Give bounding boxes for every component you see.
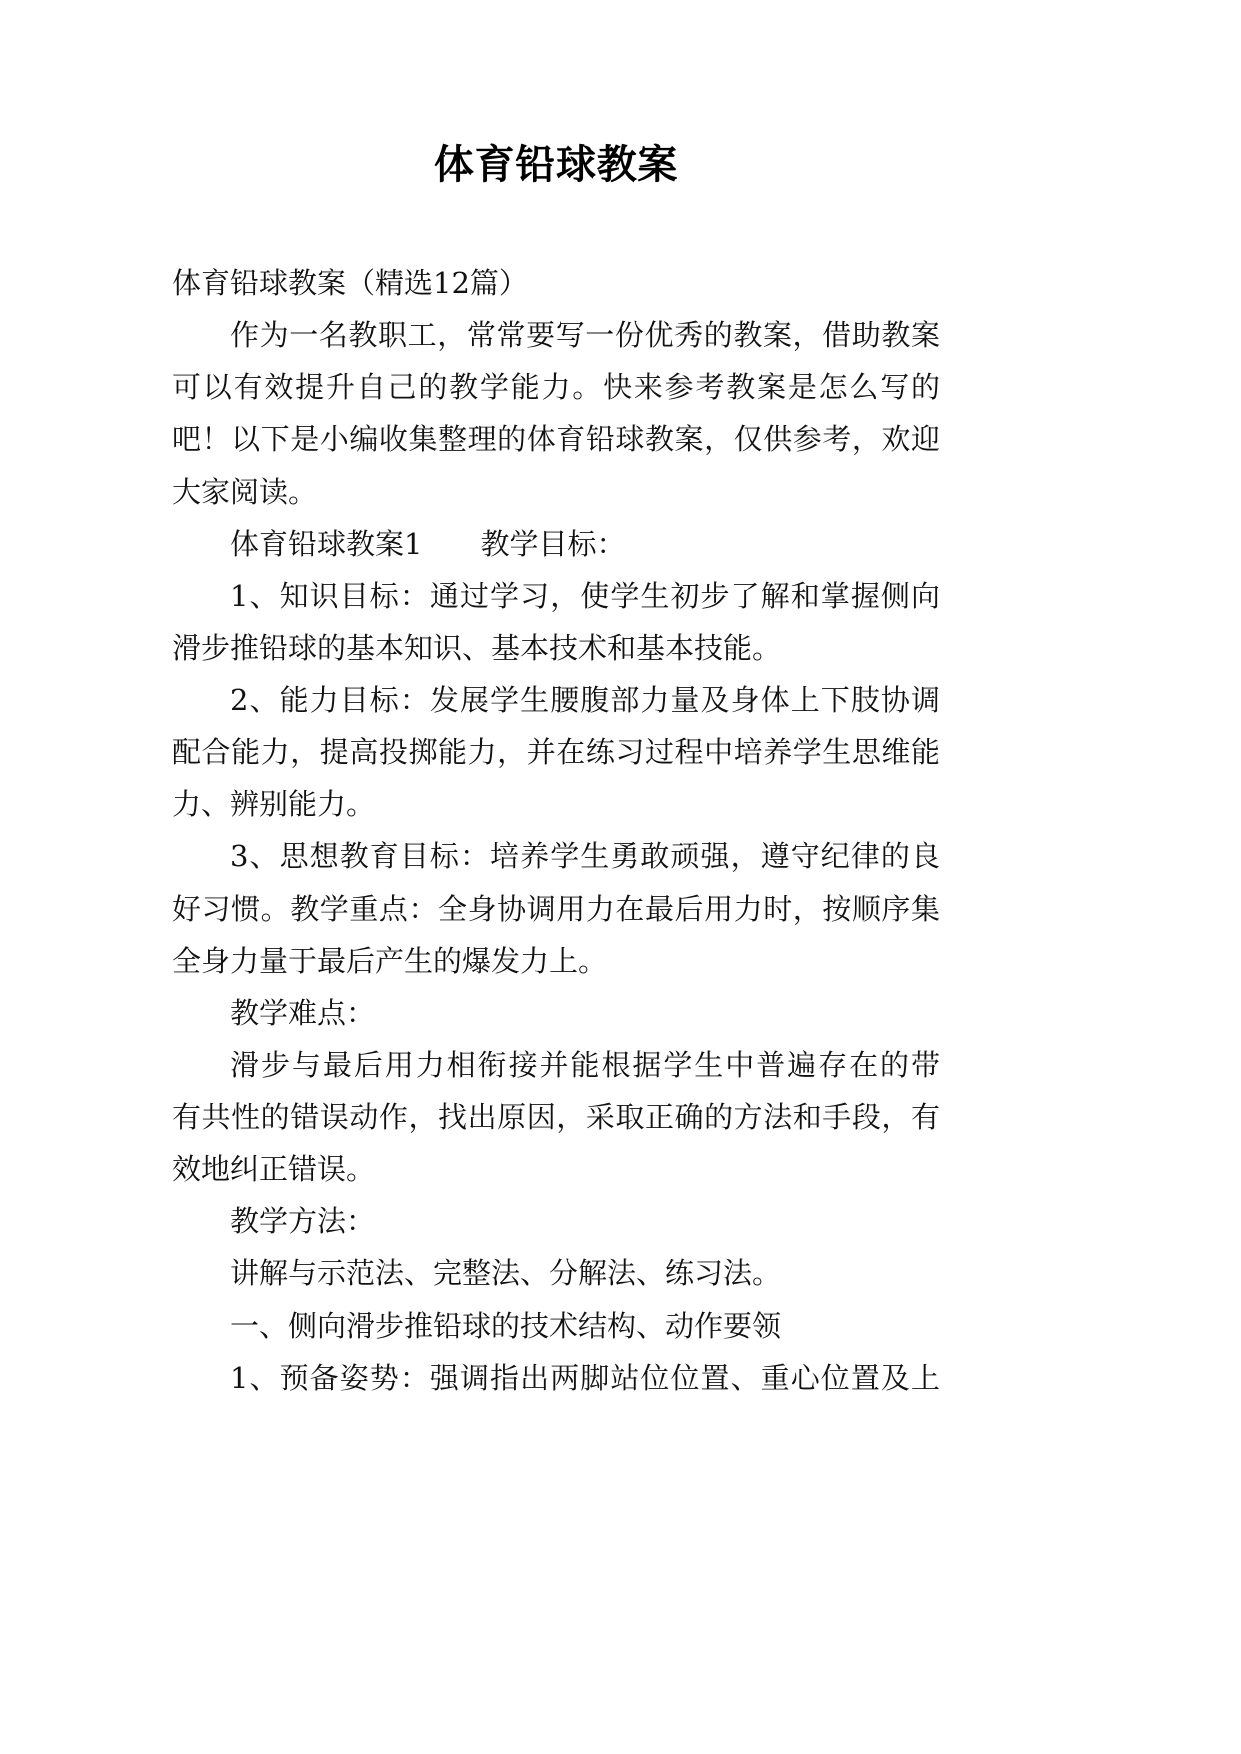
paragraph (172, 1247, 940, 1299)
text-line: 1、知识目标：通过学习，使学生初步了解和掌握侧向 (230, 578, 940, 613)
paragraph (172, 1039, 940, 1195)
paragraph (172, 1352, 940, 1404)
text-line: 教学难点： (230, 995, 376, 1030)
paragraph (172, 830, 940, 986)
text-line: 教学方法： (230, 1204, 376, 1239)
text-line: 3、思想教育目标：培养学生勇敢顽强，遵守纪律的良 (230, 839, 940, 874)
text-line: 效地纠正错误。 (172, 1152, 376, 1187)
text-line: 可以有效提升自己的教学能力。快来参考教案是怎么写的 (172, 370, 940, 405)
paragraph (172, 1195, 940, 1247)
text-line: 作为一名教职工，常常要写一份优秀的教案，借助教案 (230, 318, 940, 353)
text-line: 体育铅球教案1 教学目标： (230, 526, 626, 561)
text-line: 有共性的错误动作，找出原因，采取正确的方法和手段，有 (172, 1100, 940, 1134)
text-line: 滑步与最后用力相衔接并能根据学生中普遍存在的带 (230, 1047, 940, 1082)
text-line: 吧！以下是小编收集整理的体育铅球教案，仅供参考，欢迎 (172, 422, 940, 457)
text-line: 全身力量于最后产生的爆发力上。 (172, 943, 608, 978)
text-line: 大家阅读。 (172, 474, 318, 509)
text-line: 一、侧向滑步推铅球的技术结构、动作要领 (230, 1308, 782, 1343)
text-line: 体育铅球教案（精选12篇） (172, 266, 528, 300)
text-line: 1、预备姿势：强调指出两脚站位位置、重心位置及上 (230, 1360, 940, 1395)
text-line: 力、辨别能力。 (172, 787, 376, 822)
text-line: 配合能力，提高投掷能力，并在练习过程中培养学生思维能 (172, 735, 940, 770)
page-title: 体育铅球教案 (433, 141, 679, 188)
paragraph (172, 309, 940, 518)
paragraph (172, 518, 940, 570)
document-body (172, 257, 940, 1404)
text-line: 好习惯。教学重点：全身协调用力在最后用力时，按顺序集 (172, 891, 940, 926)
paragraph (172, 257, 940, 309)
paragraph (172, 570, 940, 674)
paragraph (172, 987, 940, 1039)
paragraph (172, 1300, 940, 1352)
paragraph (172, 674, 940, 830)
text-line: 滑步推铅球的基本知识、基本技术和基本技能。 (172, 630, 782, 665)
text-line: 讲解与示范法、完整法、分解法、练习法。 (230, 1256, 782, 1291)
text-line: 2、能力目标：发展学生腰腹部力量及身体上下肢协调 (230, 683, 940, 717)
